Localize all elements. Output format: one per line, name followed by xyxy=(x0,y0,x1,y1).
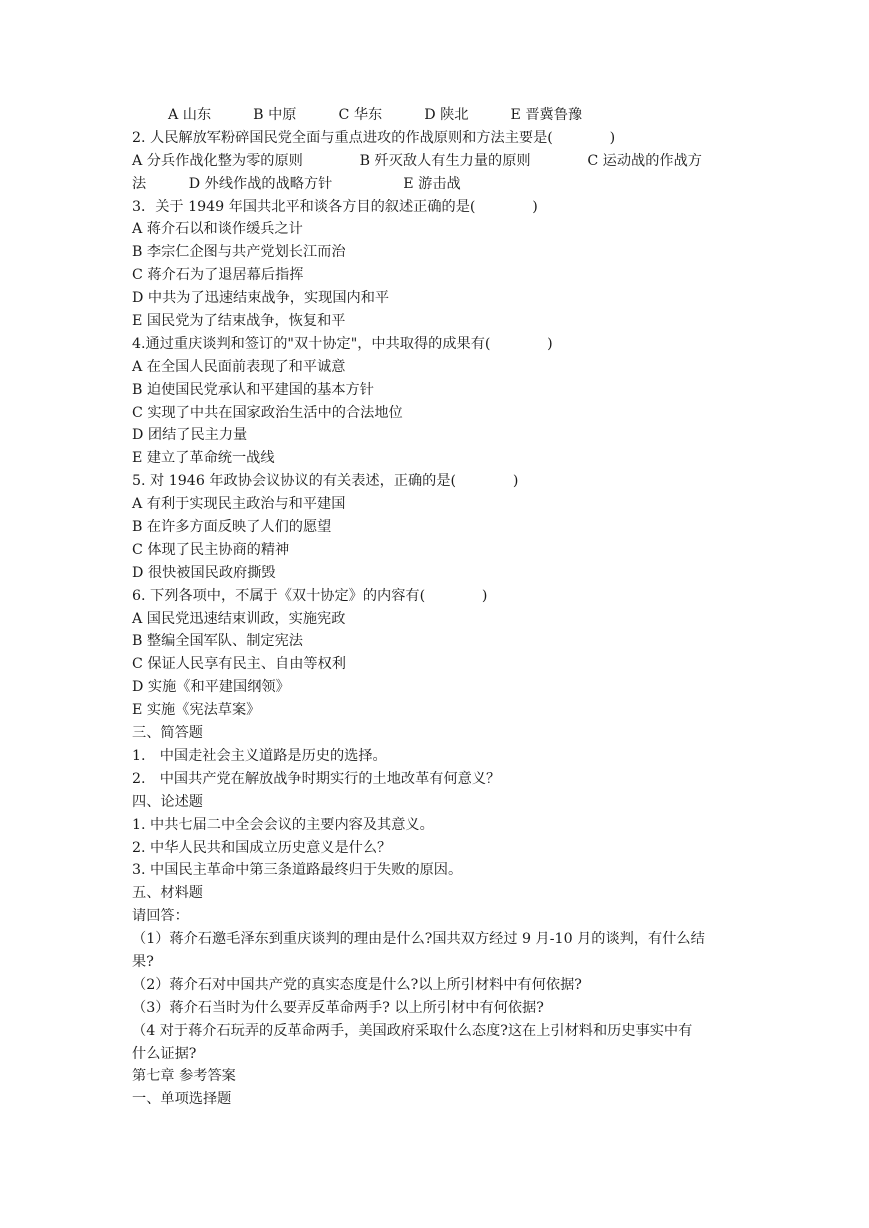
short-answer-item: 1. 中国走社会主义道路是历史的选择。 xyxy=(132,747,387,764)
q6-option: C 保证人民享有民主、自由等权利 xyxy=(132,656,346,673)
q4-option: A 在全国人民面前表现了和平诚意 xyxy=(132,358,346,375)
q2-stem: 2. 人民解放军粉碎国民党全面与重点进攻的作战原则和方法主要是( ) xyxy=(132,129,616,146)
q1-option-c: C 华东 xyxy=(338,107,383,123)
q3-option: B 李宗仁企图与共产党划长江而治 xyxy=(132,244,346,261)
q4-option: D 团结了民主力量 xyxy=(132,427,248,444)
q1-options xyxy=(132,104,742,127)
q1-option-e: E 晋冀鲁豫 xyxy=(510,107,583,123)
q3-option: E 国民党为了结束战争，恢复和平 xyxy=(132,313,346,330)
q6-option: A 国民党迅速结束训政，实施宪政 xyxy=(132,610,346,627)
q2-options-line2: 法 D 外线作战的战略方针 E 游击战 xyxy=(132,175,461,192)
q3-option: D 中共为了迅速结束战争，实现国内和平 xyxy=(132,290,390,307)
essay-item: 3. 中国民主革命中第三条道路最终归于失败的原因。 xyxy=(132,862,463,879)
q3-stem: 3．关于 1949 年国共北平和谈各方目的叙述正确的是( ) xyxy=(132,198,538,215)
q6-option: B 整编全国军队、制定宪法 xyxy=(132,633,303,650)
section-heading-short-answer: 三、简答题 xyxy=(132,725,203,742)
material-question-4-line2: 什么证据? xyxy=(132,1045,197,1062)
material-question-4-line1: （4 对于蒋介石玩弄的反革命两手，美国政府采取什么态度?这在上引材料和历史事实中有 xyxy=(132,1022,693,1039)
q3-option: A 蒋介石以和谈作缓兵之计 xyxy=(132,221,303,238)
material-question-1-line2: 果? xyxy=(132,953,154,970)
answers-title: 第七章 参考答案 xyxy=(132,1068,236,1085)
section-heading-essay: 四、论述题 xyxy=(132,793,203,810)
answers-subheading: 一、单项选择题 xyxy=(132,1091,232,1108)
essay-item: 1. 中共七届二中全会会议的主要内容及其意义。 xyxy=(132,816,434,833)
q5-option: B 在许多方面反映了人们的愿望 xyxy=(132,519,332,536)
q5-stem: 5. 对 1946 年政协会议协议的有关表述，正确的是( ) xyxy=(132,473,519,490)
q1-option-b: B 中原 xyxy=(253,107,297,123)
material-question-1-line1: （1）蒋介石邀毛泽东到重庆谈判的理由是什么?国共双方经过 9 月-10 月的谈判，有什么结 xyxy=(132,931,705,948)
document-body xyxy=(132,104,742,1111)
q4-option: E 建立了革命统一战线 xyxy=(132,450,275,467)
q6-option: E 实施《宪法草案》 xyxy=(132,702,261,719)
q1-option-d: D 陕北 xyxy=(424,107,469,123)
q4-option: B 迫使国民党承认和平建国的基本方针 xyxy=(132,381,374,398)
q6-stem: 6. 下列各项中，不属于《双十协定》的内容有( ) xyxy=(132,587,488,604)
material-question-2: （2）蒋介石对中国共产党的真实态度是什么?以上所引材料中有何依据? xyxy=(132,976,582,993)
q6-option: D 实施《和平建国纲领》 xyxy=(132,679,290,696)
q2-options-line1: A 分兵作战化整为零的原则 B 歼灭敌人有生力量的原则 C 运动战的作战方 xyxy=(132,152,702,169)
material-prompt: 请回答： xyxy=(132,908,189,925)
q1-option-a: A 山东 xyxy=(168,107,212,123)
essay-item: 2. 中华人民共和国成立历史意义是什么？ xyxy=(132,839,392,856)
q5-option: D 很快被国民政府撕毁 xyxy=(132,564,276,581)
material-question-3: （3）蒋介石当时为什么要弄反革命两手? 以上所引材中有何依据? xyxy=(132,999,544,1016)
q4-option: C 实现了中共在国家政治生活中的合法地位 xyxy=(132,404,403,421)
section-heading-material: 五、材料题 xyxy=(132,885,203,902)
q3-option: C 蒋介石为了退居幕后指挥 xyxy=(132,267,304,284)
q5-option: C 体现了民主协商的精神 xyxy=(132,541,290,558)
q4-stem: 4.通过重庆谈判和签订的"双十协定"，中共取得的成果有( ) xyxy=(132,335,553,352)
short-answer-item: 2. 中国共产党在解放战争时期实行的土地改革有何意义？ xyxy=(132,770,501,787)
q5-option: A 有利于实现民主政治与和平建国 xyxy=(132,496,346,513)
